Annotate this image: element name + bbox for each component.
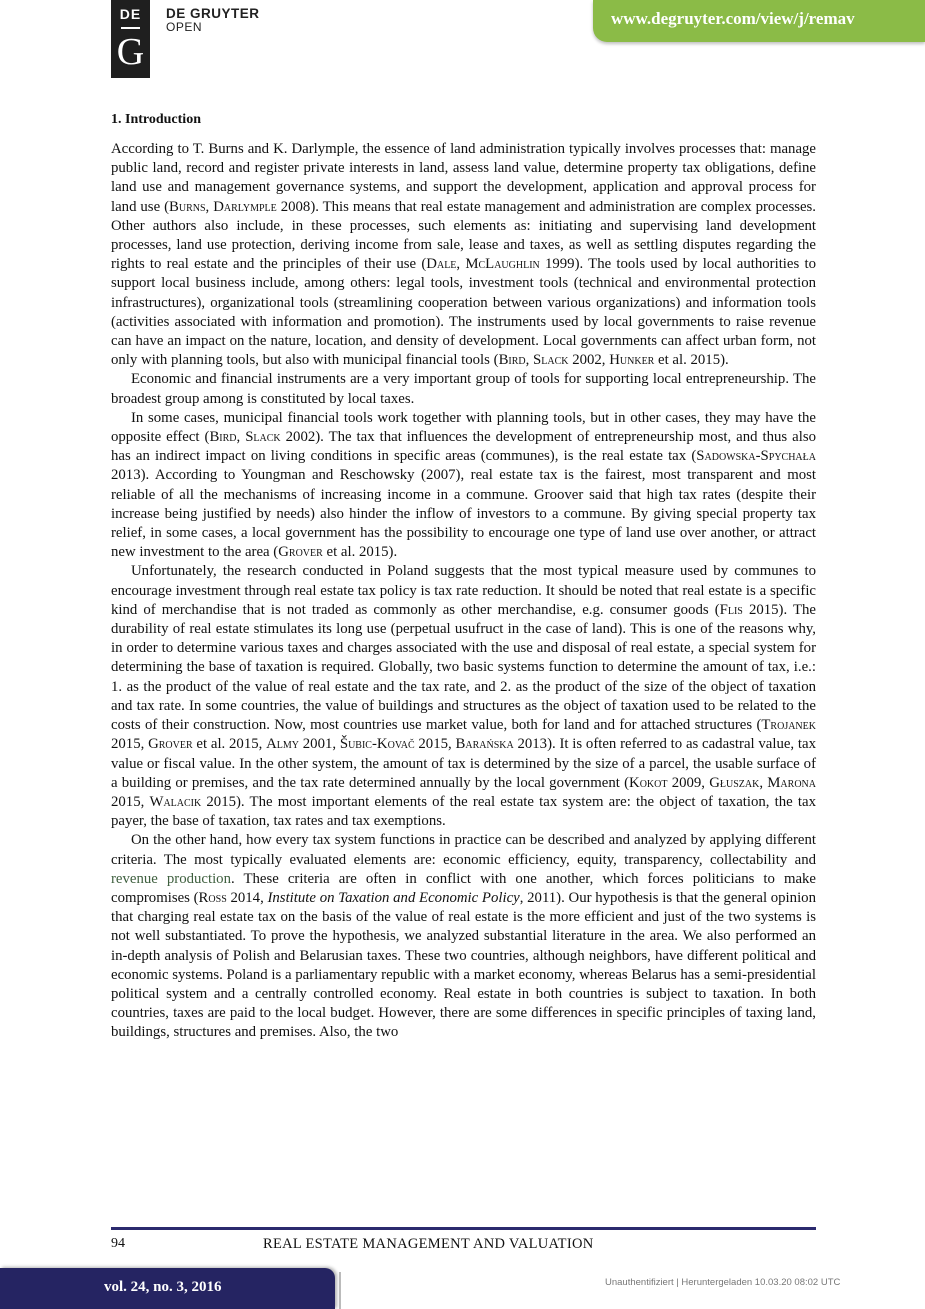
publisher-brand [166, 6, 260, 34]
paragraph-1: According to T. Burns and K. Darlymple, the essence of land administration typically involves processes that: manage public land, record and register private interests in land, assess land value, determine property tax obligations, define land use and management governance systems, and support the development, application and approval process for land use (Burns, Darlymple 2008). This means that real estate management and administration are complex processes. Other authors also include, in these processes, such elements as: initiating and supervising land development processes, land use protection, deriving income from sale, lease and taxes, as well as settling disputes regarding the rights to real estate and the principles of their use (Dale, McLaughlin 1999). The tools used by local authorities to support local business include, among others: legal tools, investment tools (technical and environmental protection infrastructures), organizational tools (streamlining cooperation between various organizations) and information tools (activities associated with information and promotion). The instruments used by local governments to raise revenue can have an impact on the nature, location, and density of development. Local governments can affect urban form, not only with planning tools, but also with municipal financial tools (Bird, Slack 2002, Hunker et al. 2015). [111, 141, 816, 369]
citation: Dale, McLaughlin [426, 256, 540, 273]
section-heading: 1. Introduction [111, 112, 201, 127]
logo-g-letter: G [116, 31, 145, 73]
citation: Almy [266, 736, 300, 753]
page-number: 94 [111, 1236, 125, 1251]
paragraph-4: Unfortunately, the research conducted in Poland suggests that the most typical measure used by communes to encourage investment through real estate tax policy is tax rate reduction. It should be noted that real estate is a specific kind of merchandise that is not traded as commonly as other merchandise, e.g. consumer goods (Flis 2015). The durability of real estate stimulates its long use (perpetual usufruct in the case of land). This is one of the reasons why, in order to determine various taxes and charges associated with the use and disposal of real estate, a special system for determining the base of taxation is required. Globally, two basic systems function to determine the amount of tax, i.e.: 1. as the product of the value of real estate and the tax rate, and 2. as the product of the size of the object of taxation and tax rate. In some countries, the value of buildings and structures as the object of taxation used to be related to the costs of their construction. Now, most countries use market value, both for land and for attached structures (Trojanek 2015, Grover et al. 2015, Almy 2001, Šubic-Kovač 2015, Barańska 2013). It is often referred to as cadastral value, tax value or fiscal value. In the other system, the amount of tax is determined by the size of a parcel, the usable surface of a building or premises, and the tax rate determined annually by the local government (Kokot 2009, Głuszak, Marona 2015, Walacik 2015). The most important elements of the real estate tax system are: the object of taxation, the tax payer, the base of taxation, tax rates and tax exemptions. [111, 563, 816, 830]
citation: Grover [148, 736, 193, 753]
volume-label: vol. 24, no. 3, 2016 [104, 1279, 222, 1295]
citation: Hunker [609, 352, 655, 369]
citation: Bird, Slack [209, 429, 281, 446]
publisher-sub: OPEN [166, 20, 203, 34]
download-note: Unauthentifiziert | Heruntergeladen 10.03.20 08:02 UTC [605, 1277, 841, 1288]
italic-citation: Institute on Taxation and Economic Policy [267, 889, 520, 906]
article-body [111, 110, 816, 1043]
paragraph-2: Economic and financial instruments are a very important group of tools for supporting local entrepreneurship. The broadest group among is constituted by local taxes. [111, 371, 816, 407]
citation: Sadowska-Spychała [696, 448, 816, 465]
citation: Flis [719, 601, 743, 618]
logo-de-text: DE [119, 6, 142, 22]
volume-tab-divider [339, 1272, 341, 1309]
journal-url[interactable]: www.degruyter.com/view/j/remav [611, 9, 855, 28]
citation: Burns, Darlymple [169, 198, 277, 215]
citation: Kokot [629, 774, 668, 791]
journal-title: REAL ESTATE MANAGEMENT AND VALUATION [263, 1236, 594, 1252]
footer-rule [111, 1227, 816, 1230]
citation: Bird, Slack [498, 352, 569, 369]
citation: Šubic-Kovač [339, 736, 415, 753]
citation: Walacik [149, 793, 202, 810]
paragraph-5: On the other hand, how every tax system functions in practice can be described and analyzed by applying different criteria. The most typically evaluated elements are: economic efficiency, equity, transparency, collectability and revenue production. These criteria are often in conflict with one another, which forces politicians to make compromises (Ross 2014, Institute on Taxation and Economic Policy, 2011). Our hypothesis is that the general opinion that charging real estate tax on the basis of the value of real estate is the more efficient and just of the two systems is not well substantiated. To prove the hypothesis, we analyzed substantial literature in the area. We also performed an in-depth analysis of Polish and Belarusian taxes. These two countries, although neighbors, have different political and economic systems. Poland is a parliamentary republic with a market economy, whereas Belarus has a semi-presidential political system and a centrally controlled economy. Real estate in both countries is subject to taxation. In both countries, taxes are paid to the local budget. However, there are some differences in specific principles of taxing land, buildings, structures and premises. Also, the two [111, 832, 816, 1041]
citation: Trojanek [761, 717, 816, 734]
publisher-logo [111, 0, 150, 78]
paragraph-3: In some cases, municipal financial tools work together with planning tools, but in other cases, they may have the opposite effect (Bird, Slack 2002). The tax that influences the development of entrepreneurship most, and thus also has an indirect impact on living conditions in specific areas (communes), is the real estate tax (Sadowska-Spychała 2013). According to Youngman and Reschowsky (2007), real estate tax is the fairest, most transparent and most reliable of all the mechanisms of increasing income in a commune. Groover said that high tax rates (despite their increase being justified by needs) also hinder the inflow of investors to a commune. By giving special property tax relief, in some cases, a local government has the possibility to encourage one type of land use over another, or attract new investment to the area (Grover et al. 2015). [111, 409, 817, 561]
journal-url-tab[interactable] [593, 0, 925, 42]
publisher-name: DE GRUYTER [166, 6, 260, 21]
citation: Barańska [455, 736, 514, 753]
volume-tab [0, 1268, 335, 1309]
highlighted-phrase: revenue production [111, 870, 231, 887]
citation: Głuszak, Marona [709, 774, 816, 791]
citation: Ross [198, 889, 227, 906]
logo-divider [121, 27, 140, 29]
citation: Grover [278, 544, 323, 561]
